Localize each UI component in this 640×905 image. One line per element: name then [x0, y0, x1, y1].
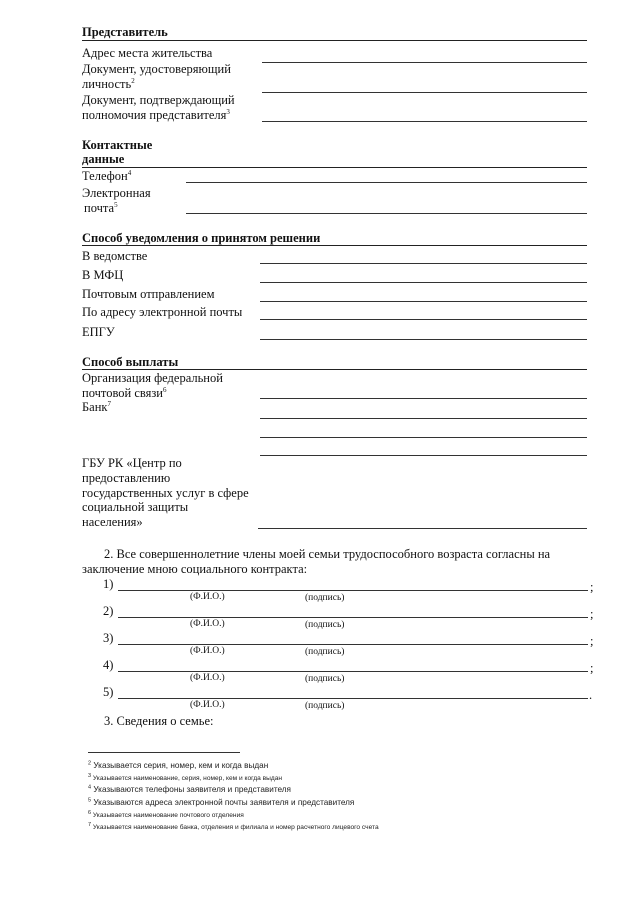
- member-1-field[interactable]: [118, 590, 588, 591]
- post-org-label-line1: Организация федеральной: [82, 371, 223, 385]
- payment-heading: Способ выплаты: [82, 355, 179, 369]
- id-document-field[interactable]: [262, 92, 587, 93]
- post-org-field[interactable]: [260, 398, 587, 399]
- footnote-ref: 4: [127, 168, 132, 177]
- signature-caption: (подпись): [305, 647, 345, 657]
- notify-option-post: Почтовым отправлением: [82, 287, 215, 301]
- footnote-7: $^7$ Указывается наименование банка, отделения и филиала и номер расчетного лицевого счета: [88, 821, 379, 831]
- section3-heading: 3. Сведения о семье:: [104, 714, 214, 728]
- notify-option-mfc: В МФЦ: [82, 268, 124, 282]
- heading-underline: [82, 167, 587, 168]
- social-center-label-line2: предоставлению: [82, 471, 171, 485]
- notify-option-agency: В ведомстве: [82, 249, 148, 263]
- heading-underline: [82, 369, 587, 370]
- bank-field-line3[interactable]: [260, 455, 587, 456]
- email-label-line2: почта$^5$: [84, 200, 118, 215]
- footnote-ref: 3: [226, 107, 230, 116]
- email-field[interactable]: [186, 213, 587, 214]
- social-center-label-line4: социальной защиты: [82, 500, 189, 514]
- footnote-2: $^2$ Указывается серия, номер, кем и когда выдан: [88, 760, 269, 770]
- notify-post-field[interactable]: [260, 301, 587, 302]
- footnote-4: $^4$ Указываются телефоны заявителя и представителя: [88, 784, 291, 794]
- authority-document-label-line2: полномочия представителя$^3$: [82, 107, 230, 122]
- social-center-label-line5: населения»: [82, 515, 143, 529]
- member-3-field[interactable]: [118, 644, 588, 645]
- footnote-3: $^3$ Указывается наименование, серия, номер, кем и когда выдан: [88, 772, 282, 782]
- member-number: 4): [103, 658, 114, 672]
- member-end-mark: ;: [590, 580, 594, 594]
- fio-caption: (Ф.И.О.): [190, 619, 225, 629]
- signature-caption: (подпись): [305, 593, 345, 603]
- representative-heading: Представитель: [82, 25, 168, 39]
- footnote-separator: [88, 752, 240, 753]
- member-number: 1): [103, 577, 114, 591]
- authority-document-field[interactable]: [262, 121, 587, 122]
- post-org-label-line2: почтовой связи$^6$: [82, 385, 167, 400]
- fio-caption: (Ф.И.О.): [190, 700, 225, 710]
- fio-caption: (Ф.И.О.): [190, 646, 225, 656]
- authority-document-label-line1: Документ, подтверждающий: [82, 93, 235, 107]
- id-document-label-line2: личность$^2$: [82, 76, 135, 91]
- member-number: 2): [103, 604, 114, 618]
- social-center-label-line3: государственных услуг в сфере: [82, 486, 249, 500]
- member-4-field[interactable]: [118, 671, 588, 672]
- footnote-ref: 6: [163, 385, 167, 394]
- section2-text-line1: 2. Все совершеннолетние члены моей семьи трудоспособного возраста согласны на: [104, 547, 551, 561]
- footnote-ref: 5: [114, 200, 118, 209]
- notify-email-field[interactable]: [260, 319, 587, 320]
- signature-caption: (подпись): [305, 701, 345, 711]
- footnote-ref: 2: [131, 76, 135, 85]
- address-label: Адрес места жительства: [82, 46, 213, 60]
- footnote-ref: 7: [107, 399, 111, 408]
- footnote-5: $^5$ Указываются адреса электронной почты заявителя и представителя: [88, 797, 355, 807]
- address-field[interactable]: [262, 62, 587, 63]
- notify-option-epgu: ЕПГУ: [82, 325, 115, 339]
- notify-mfc-field[interactable]: [260, 282, 587, 283]
- bank-field-line2[interactable]: [260, 437, 587, 438]
- member-end-mark: ;: [590, 634, 594, 648]
- member-2-field[interactable]: [118, 617, 588, 618]
- member-end-mark: ;: [590, 607, 594, 621]
- member-end-mark: ;: [590, 661, 594, 675]
- heading-underline: [82, 40, 587, 41]
- id-document-label-line1: Документ, удостоверяющий: [82, 62, 231, 76]
- notify-option-email: По адресу электронной почты: [82, 305, 243, 319]
- phone-label: Телефон$^4$: [82, 168, 132, 183]
- fio-caption: (Ф.И.О.): [190, 592, 225, 602]
- fio-caption: (Ф.И.О.): [190, 673, 225, 683]
- bank-field-line1[interactable]: [260, 418, 587, 419]
- social-center-label-line1: ГБУ РК «Центр по: [82, 456, 182, 470]
- member-end-mark: .: [589, 688, 593, 702]
- email-label-line1: Электронная: [82, 186, 151, 200]
- phone-field[interactable]: [186, 182, 587, 183]
- signature-caption: (подпись): [305, 674, 345, 684]
- contacts-heading-line1: Контактные: [82, 138, 153, 152]
- contacts-heading-line2: данные: [82, 152, 125, 166]
- signature-caption: (подпись): [305, 620, 345, 630]
- member-5-field[interactable]: [118, 698, 588, 699]
- notification-heading: Способ уведомления о принятом решении: [82, 231, 321, 245]
- bank-label: Банк$^7$: [82, 399, 111, 414]
- social-center-field[interactable]: [258, 528, 587, 529]
- notify-agency-field[interactable]: [260, 263, 587, 264]
- member-number: 3): [103, 631, 114, 645]
- section2-text-line2: заключение мною социального контракта:: [82, 562, 308, 576]
- footnote-6: $^6$ Указывается наименование почтового отделения: [88, 809, 244, 819]
- heading-underline: [82, 245, 587, 246]
- notify-epgu-field[interactable]: [260, 339, 587, 340]
- member-number: 5): [103, 685, 114, 699]
